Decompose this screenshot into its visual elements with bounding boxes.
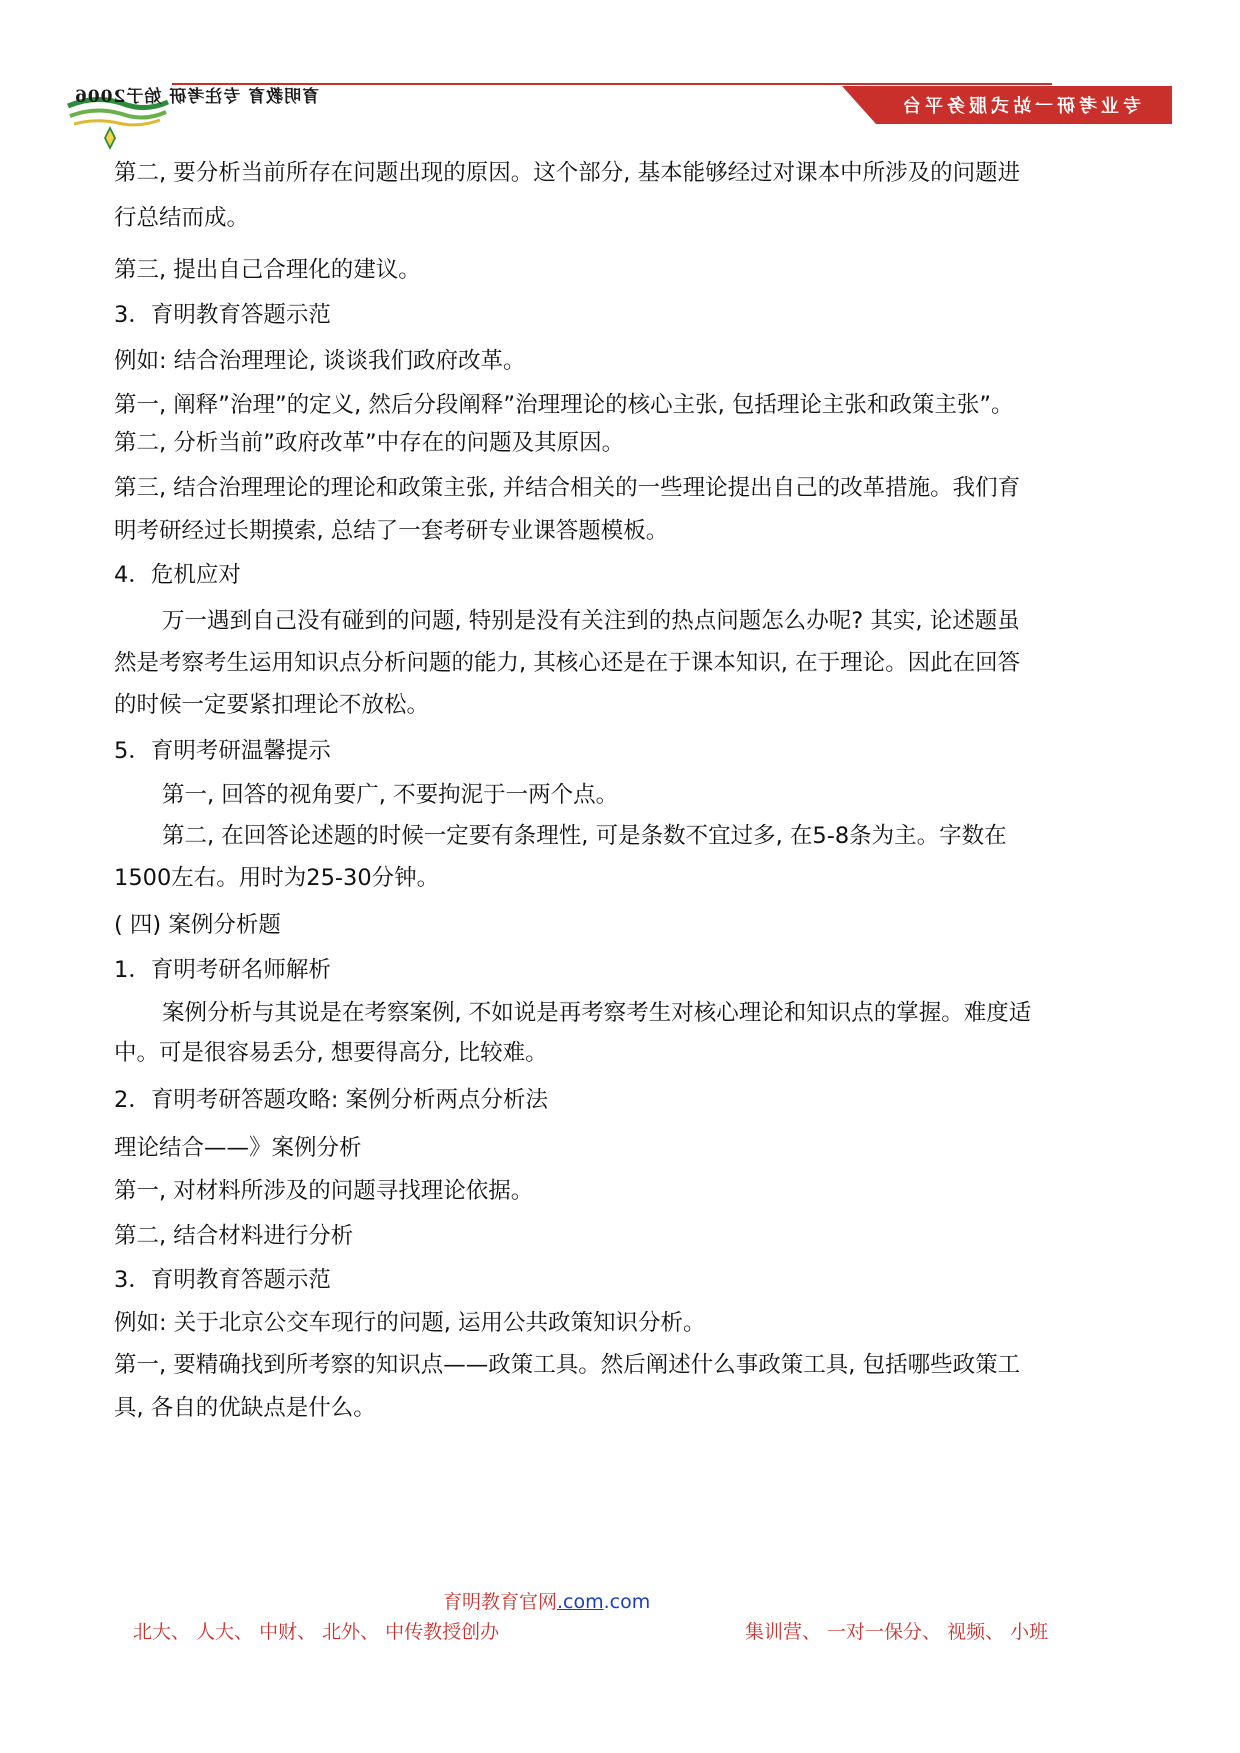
paragraph-line: 例如: 关于北京公交车现行的问题, 运用公共政策知识分析。 bbox=[114, 1310, 706, 1336]
footer-services: 集训营、 一对一保分、 视频、 小班 bbox=[745, 1621, 1049, 1643]
section-heading: 3．育明教育答题示范 bbox=[114, 1267, 331, 1293]
header-divider bbox=[172, 83, 1052, 85]
footer-domain-1[interactable]: .com bbox=[557, 1591, 604, 1613]
header-tagline: 专业考研一站式服务平台 bbox=[899, 96, 1141, 117]
paragraph-line: 的时候一定要紧扣理论不放松。 bbox=[114, 692, 430, 718]
paragraph-line: 第三, 结合治理理论的理论和政策主张, 并结合相关的一些理论提出自己的改革措施。我们育 bbox=[114, 475, 1021, 501]
paragraph-line: 具, 各自的优缺点是什么。 bbox=[114, 1395, 376, 1421]
paragraph-line: 中。可是很容易丢分, 想要得高分, 比较难。 bbox=[114, 1040, 548, 1066]
paragraph-line: 第一, 阐释”治理”的定义, 然后分段阐释”治理理论的核心主张, 包括理论主张和政策主张”。 bbox=[114, 392, 1014, 418]
paragraph-line: 理论结合——》案例分析 bbox=[114, 1135, 362, 1161]
paragraph-line: 行总结而成。 bbox=[114, 205, 250, 231]
footer-domain-2: .com bbox=[603, 1591, 651, 1613]
paragraph-line: 第一, 对材料所涉及的问题寻找理论依据。 bbox=[114, 1178, 534, 1204]
paragraph-line: 第三, 提出自己合理化的建议。 bbox=[114, 257, 421, 283]
paragraph-line: 案例分析与其说是在考察案例, 不如说是再考察考生对核心理论和知识点的掌握。难度适 bbox=[162, 1000, 1032, 1026]
paragraph-line: 明考研经过长期摸索, 总结了一套考研专业课答题模板。 bbox=[114, 518, 669, 544]
footer-founders: 北大、 人大、 中财、 北外、 中传教授创办 bbox=[133, 1621, 500, 1643]
section-heading: ( 四) 案例分析题 bbox=[114, 912, 281, 938]
paragraph-line: 第二, 在回答论述题的时候一定要有条理性, 可是条数不宜过多, 在5-8条为主。字数在 bbox=[162, 823, 1007, 849]
paragraph-line: 第二, 分析当前”政府改革”中存在的问题及其原因。 bbox=[114, 430, 625, 456]
section-heading: 4．危机应对 bbox=[114, 562, 241, 588]
paragraph-line: 第一, 回答的视角要广, 不要拘泥于一两个点。 bbox=[162, 782, 619, 808]
paragraph-line: 然是考察考生运用知识点分析问题的能力, 其核心还是在于课本知识, 在于理论。因此在回答 bbox=[114, 650, 1021, 676]
paragraph-line: 第一, 要精确找到所考察的知识点——政策工具。然后阐述什么事政策工具, 包括哪些政策工 bbox=[114, 1352, 1021, 1378]
page-header bbox=[0, 0, 1240, 160]
paragraph-line: 第二, 结合材料进行分析 bbox=[114, 1223, 354, 1249]
section-heading: 2．育明考研答题攻略: 案例分析两点分析法 bbox=[114, 1087, 549, 1113]
footer-site-link[interactable] bbox=[443, 1587, 650, 1614]
paragraph-line: 第二, 要分析当前所存在问题出现的原因。这个部分, 基本能够经过对课本中所涉及的问题进 bbox=[114, 160, 1021, 186]
section-heading: 1．育明考研名师解析 bbox=[114, 957, 331, 983]
paragraph-line: 1500左右。用时为25-30分钟。 bbox=[114, 865, 440, 891]
header-slogan: 育明教育 专注考研 始于2006 bbox=[74, 87, 320, 107]
footer-site-label: 育明教育官网 bbox=[443, 1591, 558, 1613]
paragraph-line: 万一遇到自己没有碰到的问题, 特别是没有关注到的热点问题怎么办呢? 其实, 论述题虽 bbox=[162, 608, 1020, 634]
section-heading: 3．育明教育答题示范 bbox=[114, 302, 331, 328]
section-heading: 5．育明考研温馨提示 bbox=[114, 738, 331, 764]
paragraph-line: 例如: 结合治理理论, 谈谈我们政府改革。 bbox=[114, 348, 526, 374]
